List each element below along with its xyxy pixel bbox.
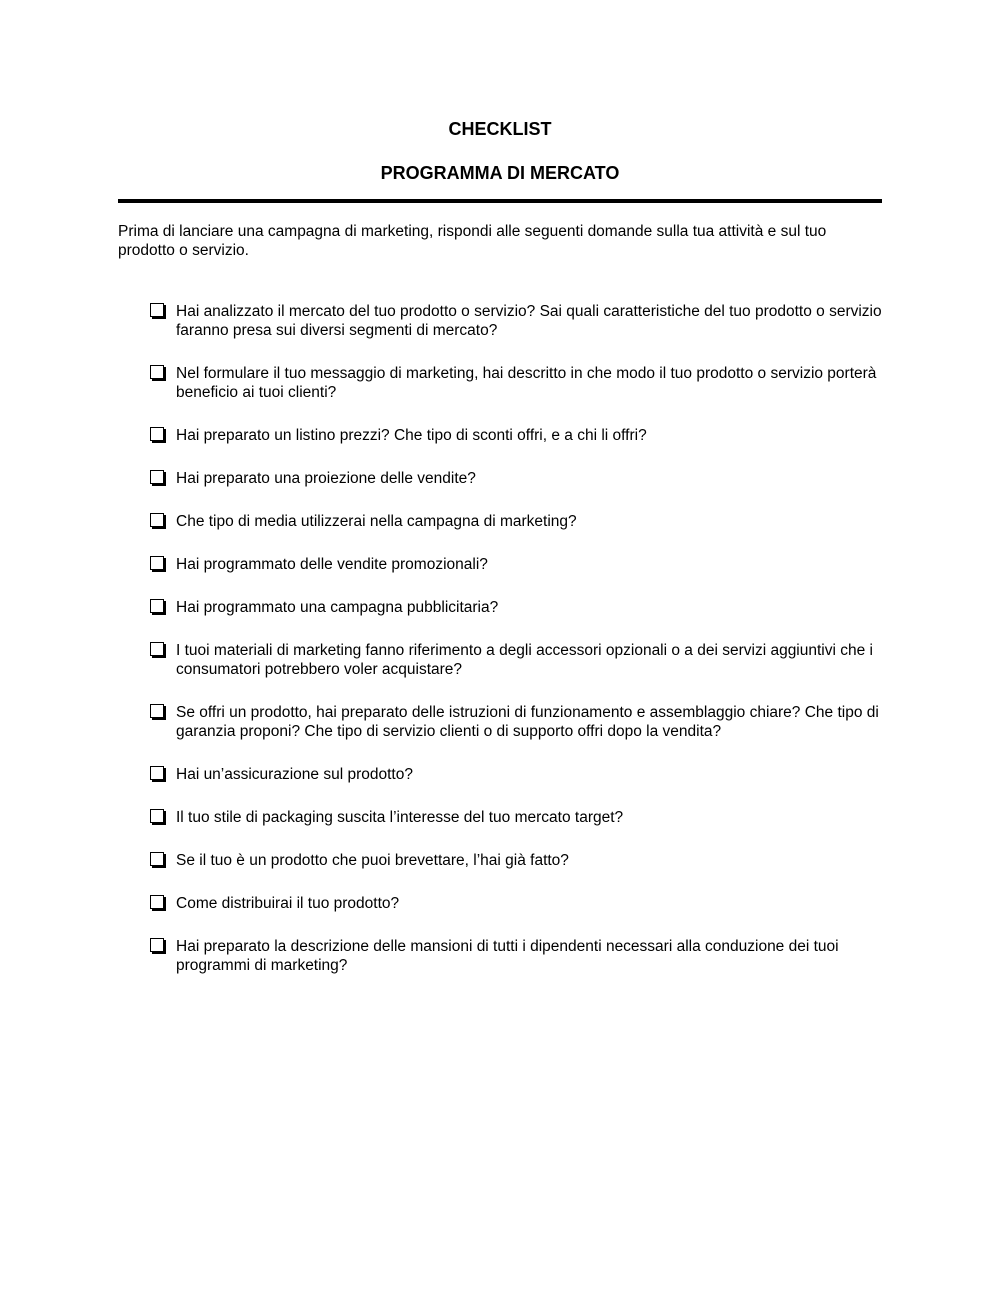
- checklist-item: [150, 512, 882, 531]
- checklist-item-text: Hai programmato delle vendite promozionali?: [176, 556, 488, 573]
- intro-paragraph: Prima di lanciare una campagna di marketing, rispondi alle seguenti domande sulla tua attività e sul tuo prodotto o servizio.: [118, 223, 827, 259]
- checklist-item: [150, 598, 882, 617]
- checklist-item-text: Hai un’assicurazione sul prodotto?: [176, 766, 413, 783]
- checklist-item: [150, 937, 882, 975]
- checkbox-icon[interactable]: [150, 852, 164, 866]
- checkbox-icon[interactable]: [150, 556, 164, 570]
- checklist-item-text: Hai programmato una campagna pubblicitaria?: [176, 599, 499, 616]
- checkbox-icon[interactable]: [150, 642, 164, 656]
- checklist-item: [150, 894, 882, 913]
- checkbox-icon[interactable]: [150, 766, 164, 780]
- checklist-item: [150, 765, 882, 784]
- checkbox-icon[interactable]: [150, 513, 164, 527]
- checklist-item-text: Il tuo stile di packaging suscita l’interesse del tuo mercato target?: [176, 809, 624, 826]
- checklist-item-text: Hai preparato la descrizione delle mansioni di tutti i dipendenti necessari alla conduzione dei tuoi programmi di marketing?: [176, 938, 839, 974]
- checkbox-icon[interactable]: [150, 427, 164, 441]
- checklist-item: [150, 364, 882, 402]
- checklist: [150, 302, 882, 999]
- checkbox-icon[interactable]: [150, 365, 164, 379]
- checklist-item-text: Nel formulare il tuo messaggio di marketing, hai descritto in che modo il tuo prodotto o servizio porterà beneficio ai tuoi clienti?: [176, 365, 877, 401]
- checklist-item: [150, 851, 882, 870]
- checklist-item-text: Hai preparato un listino prezzi? Che tipo di sconti offri, e a chi li offri?: [176, 427, 647, 444]
- checklist-item: [150, 808, 882, 827]
- checklist-item: [150, 426, 882, 445]
- checkbox-icon[interactable]: [150, 704, 164, 718]
- checklist-item: [150, 703, 882, 741]
- checklist-item-text: Se il tuo è un prodotto che puoi brevettare, l’hai già fatto?: [176, 852, 569, 869]
- checkbox-icon[interactable]: [150, 895, 164, 909]
- checkbox-icon[interactable]: [150, 303, 164, 317]
- header-divider: [118, 199, 882, 203]
- checkbox-icon[interactable]: [150, 470, 164, 484]
- checkbox-icon[interactable]: [150, 599, 164, 613]
- checklist-item: [150, 641, 882, 679]
- checklist-item-text: Che tipo di media utilizzerai nella campagna di marketing?: [176, 513, 577, 530]
- checkbox-icon[interactable]: [150, 938, 164, 952]
- document-subtitle: PROGRAMMA DI MERCATO: [380, 163, 620, 183]
- checklist-item: [150, 555, 882, 574]
- checklist-item: [150, 469, 882, 488]
- checklist-item-text: Hai analizzato il mercato del tuo prodotto o servizio? Sai quali caratteristiche del tuo prodotto o servizio faranno presa sui diversi segmenti di mercato?: [176, 303, 882, 339]
- checkbox-icon[interactable]: [150, 809, 164, 823]
- checklist-item-text: Se offri un prodotto, hai preparato delle istruzioni di funzionamento e assemblaggio chiare? Che tipo di garanzia proponi? Che tipo di servizio clienti o di supporto offri dopo la vendita?: [176, 704, 879, 740]
- checklist-item-text: Hai preparato una proiezione delle vendite?: [176, 470, 476, 487]
- checklist-item-text: I tuoi materiali di marketing fanno riferimento a degli accessori opzionali o a dei servizi aggiuntivi che i consumatori potrebbero voler acquistare?: [176, 642, 873, 678]
- checklist-item-text: Come distribuirai il tuo prodotto?: [176, 895, 400, 912]
- document-title: CHECKLIST: [448, 119, 552, 139]
- checklist-item: [150, 302, 882, 340]
